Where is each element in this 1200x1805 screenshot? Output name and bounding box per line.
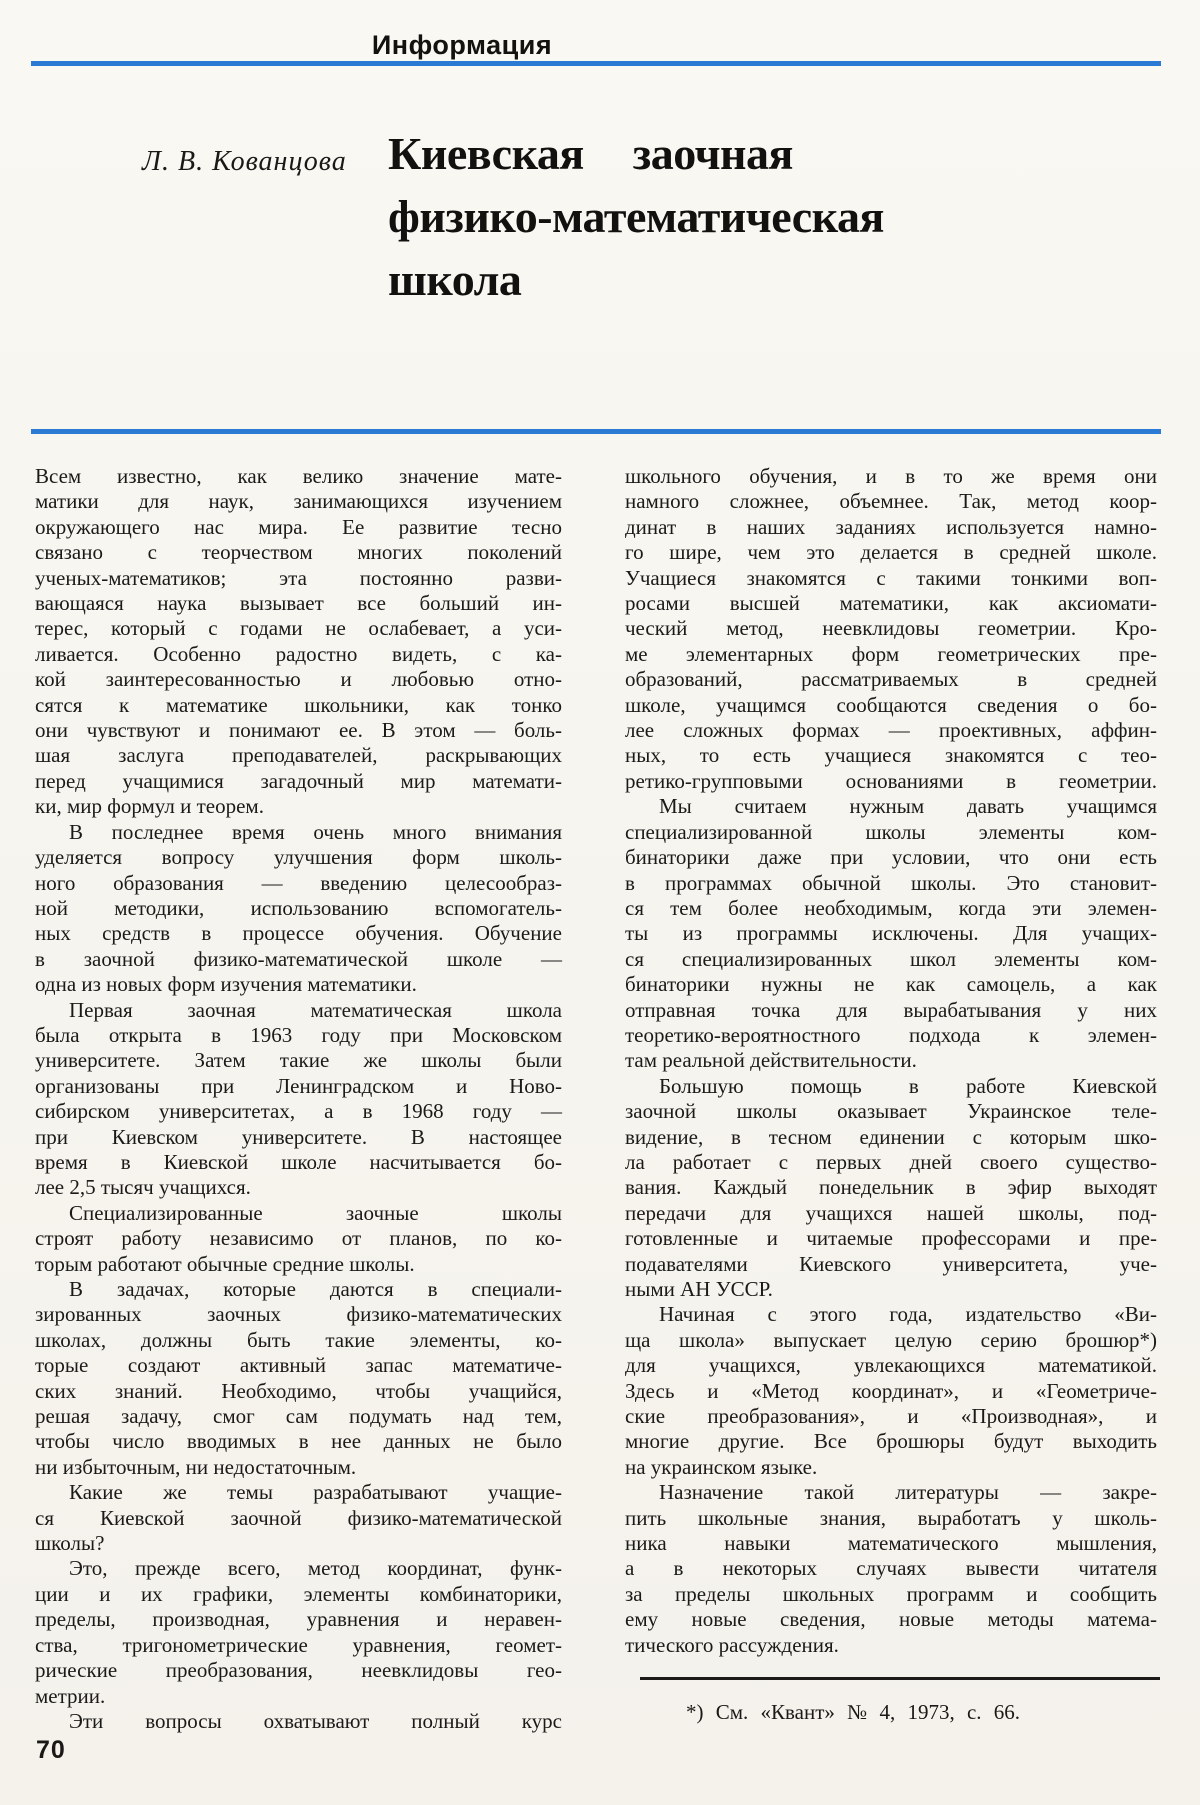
text-line: отправная точка для вырабатывания у них — [625, 997, 1157, 1022]
text-line: ных, то есть учащиеся знакомятся с тео- — [625, 743, 1157, 768]
text-line: ся Киевской заочной физико-математической — [35, 1505, 562, 1530]
text-line: ных средств в процессе обучения. Обучение — [35, 921, 562, 946]
text-line: Мы считаем нужным давать учащимся — [659, 794, 1157, 819]
text-line: видение, в тесном единении с которым шко- — [625, 1124, 1157, 1149]
text-line: ему новые сведения, новые методы матема- — [625, 1607, 1157, 1632]
text-line: Эти вопросы охватывают полный курс — [69, 1708, 562, 1733]
text-line: В задачах, которые даются в специали- — [69, 1277, 562, 1301]
text-line: Какие же темы разрабатывают учащие- — [69, 1480, 562, 1505]
text-line: шая заслуга преподавателей, раскрывающих — [35, 743, 562, 768]
text-line: динат в наших заданиях используется намно- — [625, 514, 1157, 539]
text-line: ными АН УССР. — [625, 1277, 773, 1301]
text-line: Учащиеся знакомятся с такими тонкими воп- — [625, 565, 1157, 590]
text-line: ни избыточным, ни недостаточным. — [35, 1454, 357, 1479]
text-line: ты из программы исключены. Для учащих- — [625, 921, 1157, 946]
text-line: терес, который с годами не ослабевает, а уси- — [35, 616, 562, 641]
text-line: университете. Затем такие же школы были — [35, 1048, 562, 1073]
text-line: многие другие. Все брошюры будут выходить — [625, 1429, 1157, 1454]
text-line: ся специализированных школ элементы ком- — [625, 946, 1157, 971]
text-line: вания. Каждый понедельник в эфир выходят — [625, 1175, 1157, 1200]
footnote: *) См. «Квант» № 4, 1973, с. 66. — [686, 1700, 1021, 1724]
text-line: ученых-математиков; эта постоянно разви- — [35, 565, 562, 590]
text-line: ся тем более необходимым, когда эти элемен- — [625, 895, 1157, 920]
text-line: ретико-групповыми основаниями в геометрии. — [625, 768, 1157, 793]
text-line: ливается. Особенно радостно видеть, с ка- — [35, 641, 562, 666]
text-line: в программах обычной школы. Это становит- — [625, 870, 1157, 895]
text-line: Это, прежде всего, метод координат, функ- — [69, 1556, 562, 1581]
text-line: образований, рассматриваемых в средней — [625, 667, 1157, 692]
text-line: передачи для учащихся нашей школы, под- — [625, 1200, 1157, 1225]
text-line: Начиная с этого года, издательство «Ви- — [659, 1302, 1157, 1327]
text-line: торым работают обычные средние школы. — [35, 1251, 415, 1276]
text-line: связано с теорчеством многих поколений — [35, 540, 562, 565]
text-line: матики для наук, занимающихся изучением — [35, 489, 562, 514]
text-line: ских знаний. Необходимо, чтобы учащийся, — [35, 1378, 562, 1403]
text-line: решая задачу, смог сам подумать над тем, — [35, 1404, 562, 1429]
text-line: заочной школы оказывает Украинское теле- — [625, 1099, 1157, 1124]
text-line: а в некоторых случаях вывести читателя — [625, 1556, 1157, 1581]
text-line: теоретико-вероятностного подхода к элемен- — [625, 1022, 1157, 1047]
text-line: бинаторики даже при условии, что они есть — [625, 845, 1157, 870]
article-title-line: Киевская заочная — [388, 128, 793, 179]
mid-accent-rule — [31, 429, 1161, 434]
text-line: школе, учащимся сообщаются сведения о бо- — [625, 692, 1157, 717]
text-line: росами высшей математики, как аксиомати- — [625, 591, 1157, 616]
text-line: пить школьные знания, выработатъ у школь- — [625, 1505, 1157, 1530]
text-line: бинаторики нужны не как самоцель, а как — [625, 972, 1157, 997]
text-line: одна из новых форм изучения математики. — [35, 972, 417, 997]
top-accent-rule — [31, 61, 1161, 66]
text-line: для учащихся, увлекающихся математикой. — [625, 1353, 1157, 1378]
text-line: метрии. — [35, 1683, 106, 1708]
text-line: кой заинтересованностью и любовью отно- — [35, 667, 562, 692]
article-title-line: школа — [388, 254, 522, 305]
text-line: при Киевском университете. В настоящее — [35, 1124, 562, 1149]
author-byline: Л. В. Кованцова — [142, 146, 347, 177]
text-line: ства, тригонометрические уравнения, геомет- — [35, 1632, 562, 1657]
text-line: лее 2,5 тысяч учащихся. — [35, 1175, 251, 1200]
text-line: в заочной физико-математической школе — — [35, 946, 562, 971]
text-line: ника навыки математического мышления, — [625, 1531, 1157, 1556]
text-line: на украинском языке. — [625, 1454, 818, 1479]
text-line: Большую помощь в работе Киевской — [659, 1073, 1157, 1098]
text-line: строят работу независимо от планов, по ко- — [35, 1226, 562, 1251]
footnote-rule — [640, 1677, 1160, 1680]
text-line: ща школа» выпускает целую серию брошюр*) — [625, 1327, 1157, 1352]
text-line: вающаяся наука вызывает все больший ин- — [35, 591, 562, 616]
text-line: ции и их графики, элементы комбинаторики, — [35, 1581, 562, 1606]
text-line: лее сложных формах — проективных, аффин- — [625, 718, 1157, 743]
text-line: зированных заочных физико-математических — [35, 1302, 562, 1327]
article-title-line: физико-математическая — [388, 191, 884, 242]
text-line: школьного обучения, и в то же время они — [625, 464, 1157, 488]
left-text-column — [35, 464, 562, 1734]
text-line: специализированной школы элементы ком- — [625, 819, 1157, 844]
text-line: го шире, чем это делается в средней школе. — [625, 540, 1157, 565]
article-title — [388, 122, 1028, 311]
text-line: Первая заочная математическая школа — [69, 997, 562, 1022]
text-line: была открыта в 1963 году при Московском — [35, 1022, 562, 1047]
text-line: перед учащимися загадочный мир математи- — [35, 768, 562, 793]
text-line: рические преобразования, неевклидовы гео- — [35, 1658, 562, 1683]
text-line: Здесь и «Метод координат», и «Геометриче- — [625, 1378, 1157, 1403]
text-line: уделяется вопросу улучшения форм школь- — [35, 845, 562, 870]
right-text-column — [625, 464, 1157, 1658]
text-line: сибирском университетах, а в 1968 году — — [35, 1099, 562, 1124]
text-line: школах, должны быть такие элементы, ко- — [35, 1327, 562, 1352]
text-line: ной методики, использованию вспомогатель- — [35, 895, 562, 920]
text-line: время в Киевской школе насчитывается бо- — [35, 1149, 562, 1174]
text-line: там реальной действительности. — [625, 1048, 917, 1073]
text-line: ного образования — введению целесообраз- — [35, 870, 562, 895]
text-line: сятся к математике школьники, как тонко — [35, 692, 562, 717]
section-header-label: Информация — [371, 30, 553, 60]
text-line: ме элементарных форм геометрических пре- — [625, 641, 1157, 666]
text-line: пределы, производная, уравнения и неравен- — [35, 1607, 562, 1632]
text-line: Специализированные заочные школы — [69, 1200, 562, 1225]
text-line: за пределы школьных программ и сообщить — [625, 1581, 1157, 1606]
text-line: организованы при Ленинградском и Ново- — [35, 1073, 562, 1098]
page-number: 70 — [36, 1736, 66, 1764]
text-line: они чувствуют и понимают ее. В этом — боль- — [35, 718, 562, 743]
text-line: Всем известно, как велико значение мате- — [35, 464, 562, 488]
text-line: ческий метод, неевклидовы геометрии. Кро- — [625, 616, 1157, 641]
text-line: подавателями Киевского университета, уче- — [625, 1251, 1157, 1276]
text-line: ла работает с первых дней своего существо- — [625, 1149, 1157, 1174]
text-line: школы? — [35, 1531, 105, 1556]
text-line: намного сложнее, объемнее. Так, метод коор- — [625, 489, 1157, 514]
text-line: торые создают активный запас математиче- — [35, 1353, 562, 1378]
text-line: Назначение такой литературы — закре- — [659, 1480, 1157, 1505]
text-line: окружающего нас мира. Ее развитие тесно — [35, 514, 562, 539]
text-line: тического рассуждения. — [625, 1632, 839, 1657]
text-line: ки, мир формул и теорем. — [35, 794, 264, 819]
text-line: ские преобразования», и «Производная», и — [625, 1404, 1157, 1429]
text-line: готовленные и читаемые профессорами и пре- — [625, 1226, 1157, 1251]
text-line: чтобы число вводимых в нее данных не было — [35, 1429, 562, 1454]
text-line: В последнее время очень много внимания — [69, 819, 562, 844]
